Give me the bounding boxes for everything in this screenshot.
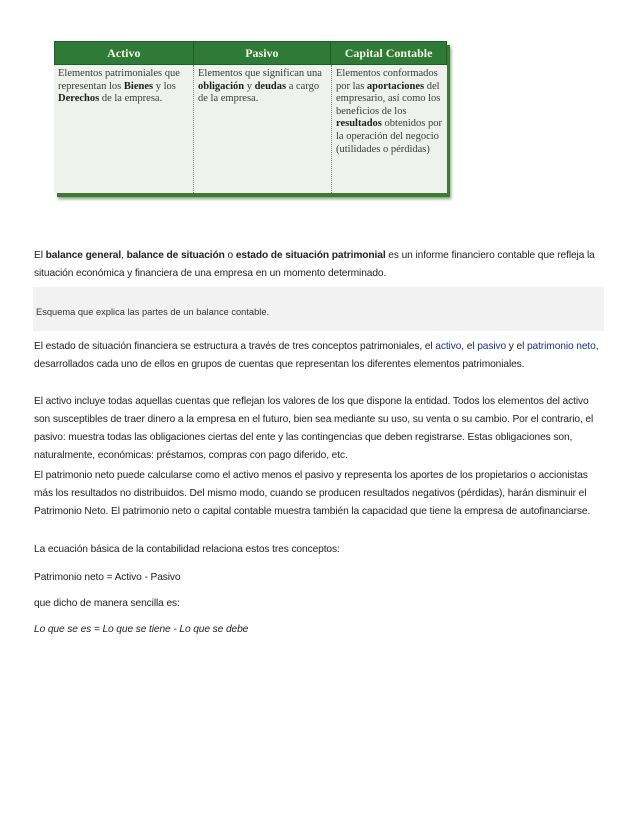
cell-capital-contable: Elementos conformados por las aportaciones del empresario, así como los beneficios de los resultados obtenidos por la operación del negocio (utilidades o pérdidas) <box>331 65 447 193</box>
simple-intro: que dicho de manera sencilla es: <box>34 598 180 609</box>
link-activo[interactable]: activo <box>435 341 462 352</box>
table-body <box>54 65 447 193</box>
cell-activo: Elementos patrimoniales que representan los Bienes y los Derechos de la empresa. <box>58 68 180 105</box>
header-capital-contable: Capital Contable <box>330 42 446 64</box>
equation-intro: La ecuación básica de la contabilidad relaciona estos tres conceptos: <box>34 544 340 555</box>
structure-paragraph: El estado de situación financiera se estructura a través de tres conceptos patrimoniales, el activo, el pasivo y el patrimonio neto, desarrollados cada uno de ellos en grupos de cuentas que representan los diferentes elementos patrimoniales. <box>34 341 599 370</box>
link-patrimonio-neto[interactable]: patrimonio neto <box>526 341 596 352</box>
caption-text: Esquema que explica las partes de un balance contable. <box>36 307 270 317</box>
figure-caption <box>33 287 604 331</box>
balance-table-figure <box>54 41 447 193</box>
intro-paragraph: El balance general, balance de situación o estado de situación patrimonial es un informe financiero contable que refleja la situación económica y financiera de una empresa en un momento determinado. <box>34 250 595 279</box>
table-header <box>54 41 447 65</box>
activo-paragraph: El activo incluye todas aquellas cuentas que reflejan los valores de los que dispone la entidad. Todos los elementos del activo son susceptibles de traer dinero a la empresa en el futuro, bien sea mediante su uso, su venta o su cambio. Por el contrario, el pasivo: muestra todas las obligaciones ciertas del ente y las contingencias que deben registrarse. Estas obligaciones son, naturalmente, económicas: préstamos, compras con pago diferido, etc. <box>34 396 594 461</box>
patrimonio-paragraph: El patrimonio neto puede calcularse como el activo menos el pasivo y representa los aportes de los propietarios o accionistas más los resultados no distribuidos. Del mismo modo, cuando se producen resultados negativos (pérdidas), harán disminuir el Patrimonio Neto. El patrimonio neto o capital contable muestra también la capacidad que tiene la empresa de autofinanciarse. <box>34 470 591 517</box>
header-pasivo: Pasivo <box>193 42 331 64</box>
equation-formula: Patrimonio neto = Activo - Pasivo <box>34 572 181 583</box>
simple-equation: Lo que se es = Lo que se tiene - Lo que se debe <box>34 624 249 635</box>
link-pasivo[interactable]: pasivo <box>477 341 507 352</box>
cell-pasivo: Elementos que significan una obligación y deudas a cargo de la empresa. <box>193 65 331 193</box>
header-activo: Activo <box>107 45 141 60</box>
